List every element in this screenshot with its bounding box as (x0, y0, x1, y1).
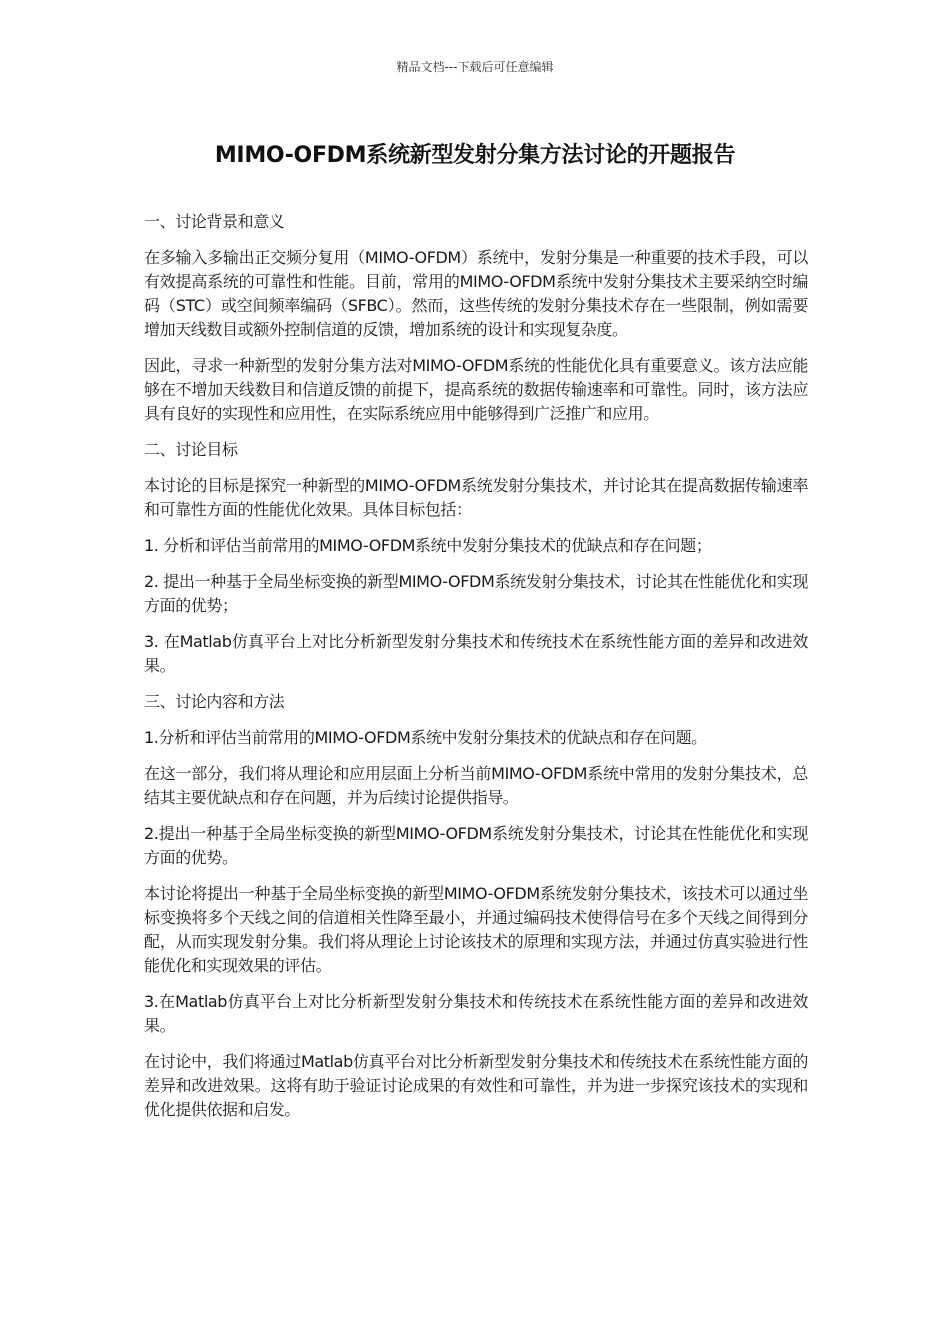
section-3-item-1-body: 在这一部分，我们将从理论和应用层面上分析当前MIMO-OFDM系统中常用的发射分集技术，总结其主要优缺点和存在问题，并为后续讨论提供指导。 (144, 764, 808, 807)
section-3-item-3-body: 在讨论中，我们将通过Matlab仿真平台对比分析新型发射分集技术和传统技术在系统性能方面的差异和改进效果。这将有助于验证讨论成果的有效性和可靠性，并为进一步探究该技术的实现和优化提供依据和启发。 (144, 1052, 808, 1119)
section-2-item-3: 3. 在Matlab仿真平台上对比分析新型发射分集技术和传统技术在系统性能方面的差异和改进效果。 (144, 632, 808, 675)
section-3-item-3-title: 3.在Matlab仿真平台上对比分析新型发射分集技术和传统技术在系统性能方面的差异和改进效果。 (144, 992, 808, 1035)
section-1-heading: 一、讨论背景和意义 (144, 212, 285, 231)
document-body (144, 210, 808, 1134)
section-3-item-2-title: 2.提出一种基于全局坐标变换的新型MIMO-OFDM系统发射分集技术，讨论其在性能优化和实现方面的优势。 (144, 824, 808, 867)
document-title: MIMO-OFDM系统新型发射分集方法讨论的开题报告 (214, 143, 736, 168)
header-note: 精品文档---下载后可任意编辑 (396, 60, 554, 74)
section-2-item-2: 2. 提出一种基于全局坐标变换的新型MIMO-OFDM系统发射分集技术，讨论其在性能优化和实现方面的优势； (144, 572, 808, 615)
section-3-item-2-body: 本讨论将提出一种基于全局坐标变换的新型MIMO-OFDM系统发射分集技术，该技术可以通过坐标变换将多个天线之间的信道相关性降至最小，并通过编码技术使得信号在多个天线之间得到分配，从而实现发射分集。我们将从理论上讨论该技术的原理和实现方法，并通过仿真实验进行性能优化和实现效果的评估。 (144, 884, 808, 975)
section-2-intro: 本讨论的目标是探究一种新型的MIMO-OFDM系统发射分集技术，并讨论其在提高数据传输速率和可靠性方面的性能优化效果。具体目标包括： (144, 476, 808, 519)
section-3-item-1-title: 1.分析和评估当前常用的MIMO-OFDM系统中发射分集技术的优缺点和存在问题。 (144, 728, 707, 747)
section-1-paragraph-1: 在多输入多输出正交频分复用（MIMO-OFDM）系统中，发射分集是一种重要的技术手段，可以有效提高系统的可靠性和性能。目前，常用的MIMO-OFDM系统中发射分集技术主要采纳空时编码（STC）或空间频率编码（SFBC）。然而，这些传统的发射分集技术存在一些限制，例如需要增加天线数目或额外控制信道的反馈，增加系统的设计和实现复杂度。 (144, 248, 808, 339)
section-2-heading: 二、讨论目标 (144, 440, 238, 459)
section-1-paragraph-2: 因此，寻求一种新型的发射分集方法对MIMO-OFDM系统的性能优化具有重要意义。该方法应能够在不增加天线数目和信道反馈的前提下，提高系统的数据传输速率和可靠性。同时，该方法应具有良好的实现性和应用性，在实际系统应用中能够得到广泛推广和应用。 (144, 356, 808, 423)
section-3-heading: 三、讨论内容和方法 (144, 692, 285, 711)
section-2-item-1: 1. 分析和评估当前常用的MIMO-OFDM系统中发射分集技术的优缺点和存在问题； (144, 536, 712, 555)
